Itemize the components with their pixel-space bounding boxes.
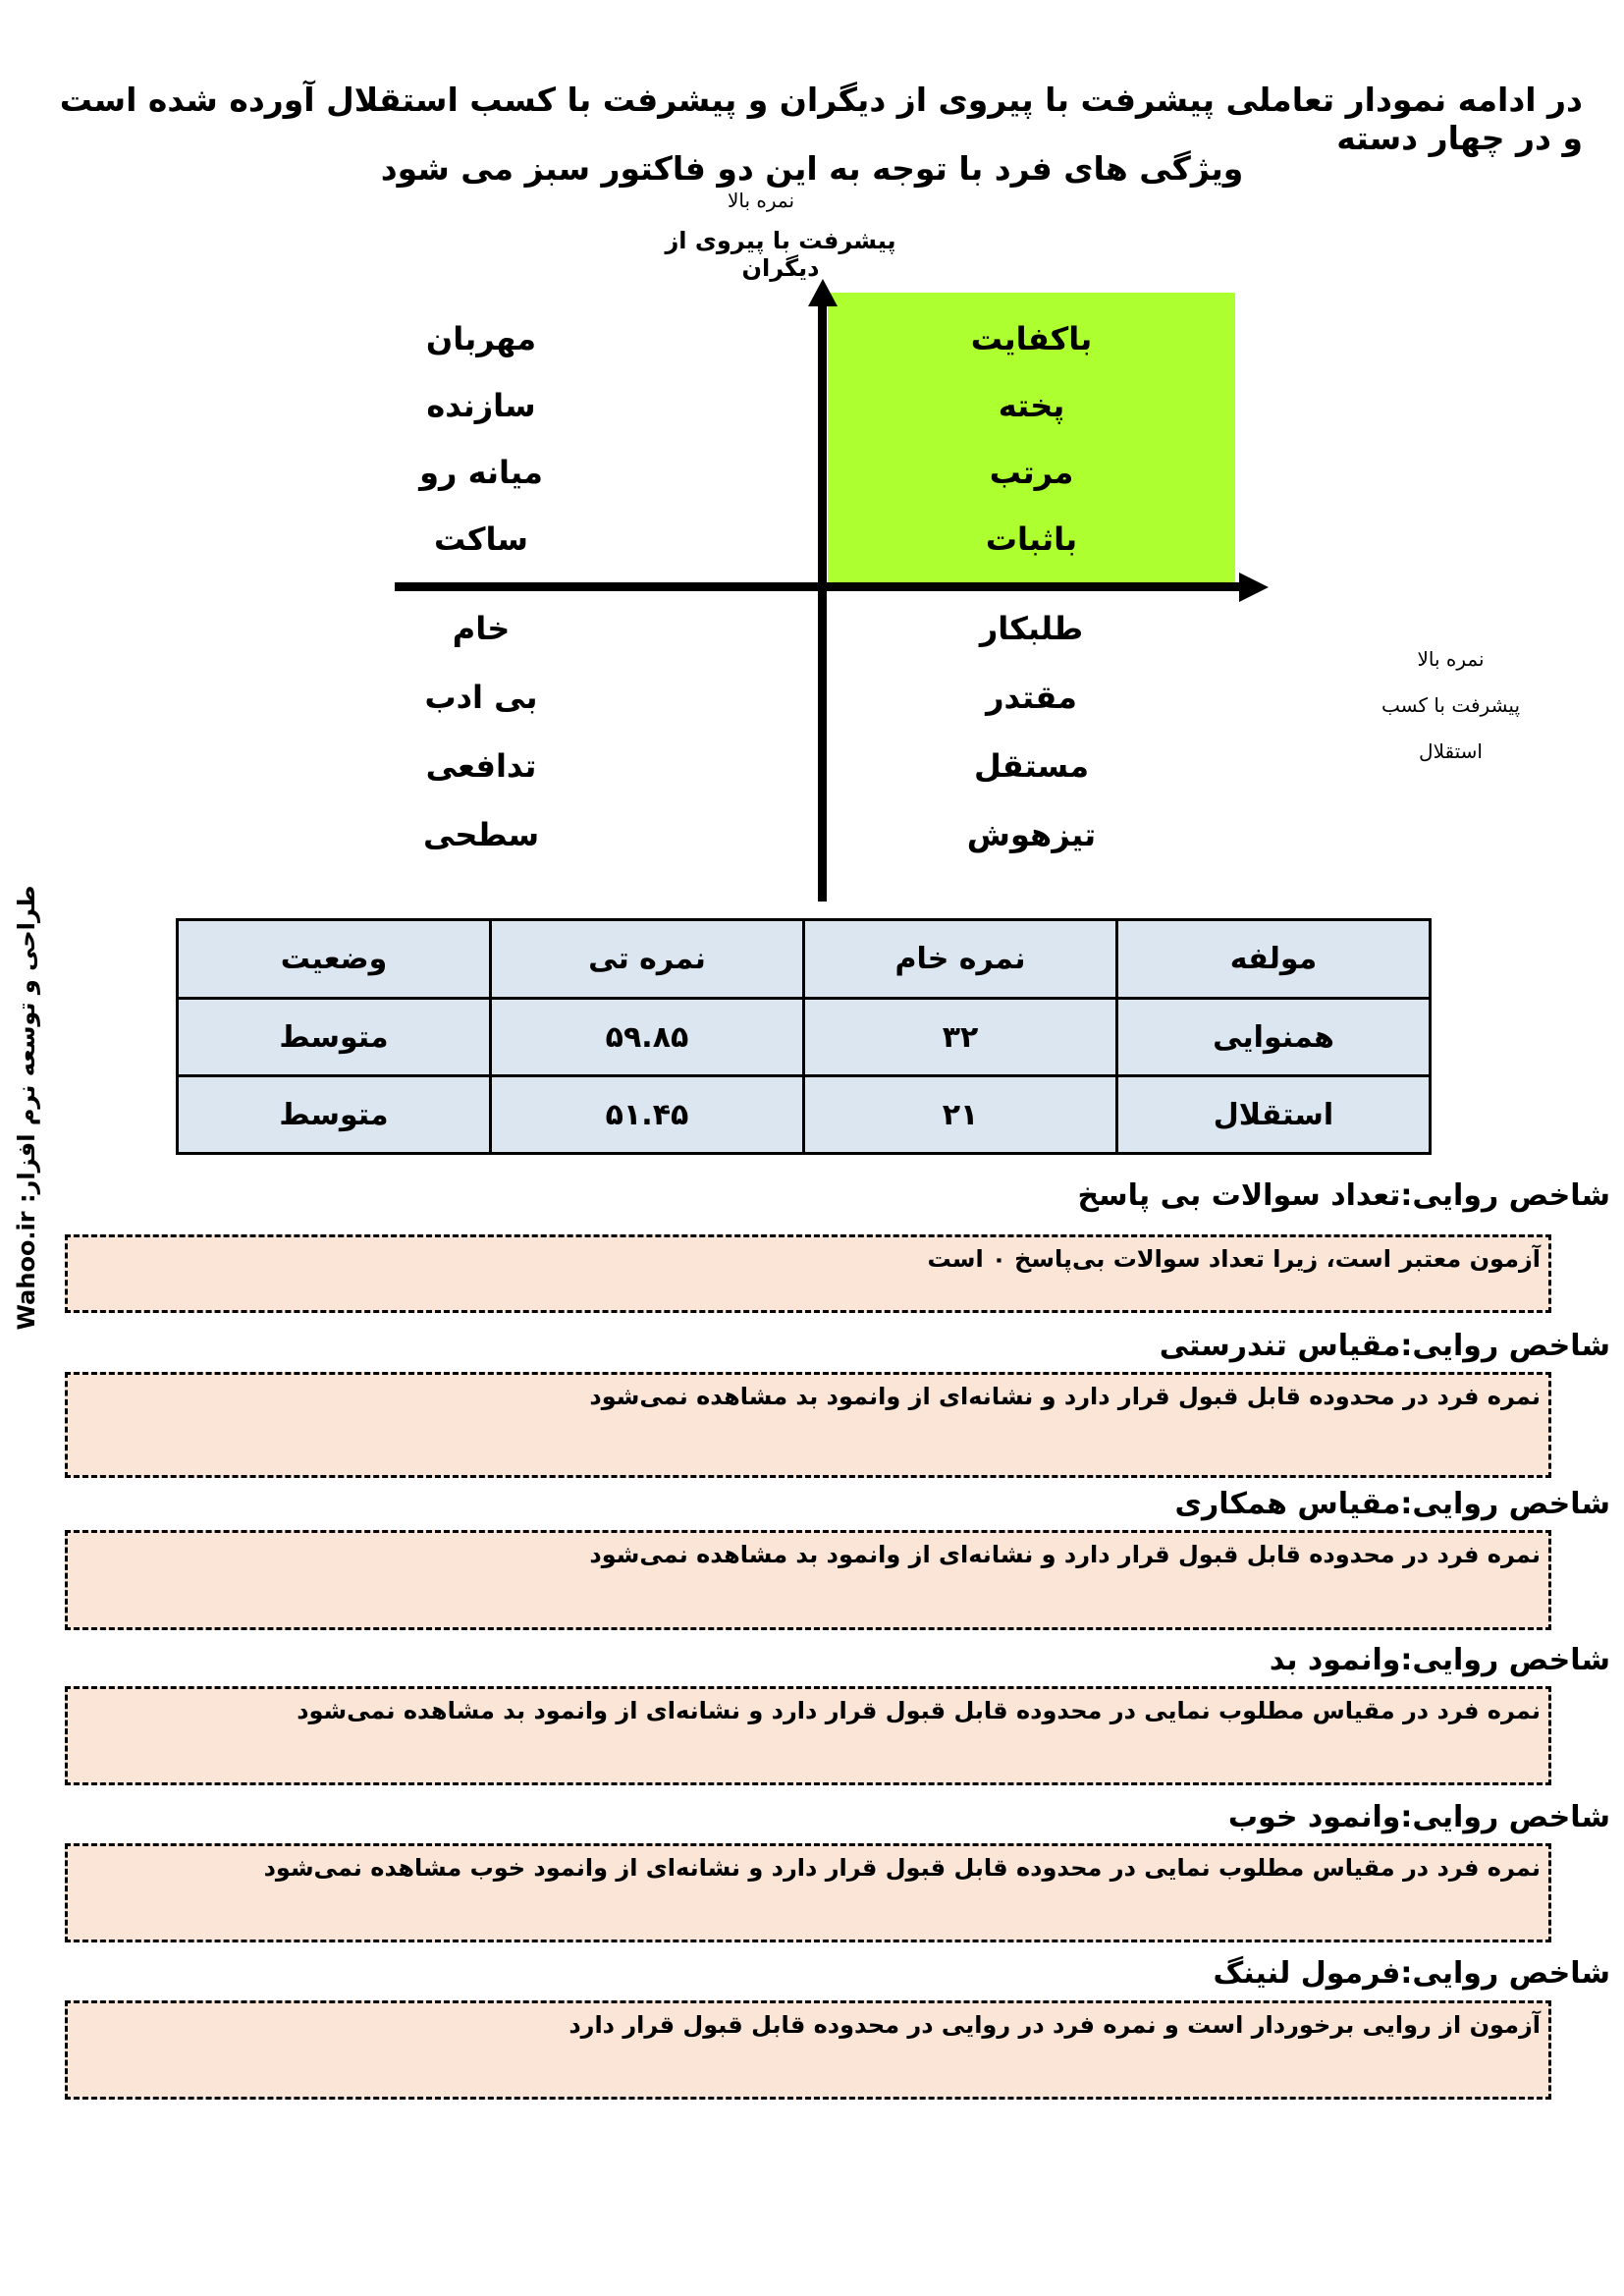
cell-component: همنوایی xyxy=(1117,999,1431,1076)
section-box-cooperation-scale: نمره فرد در محدوده قابل قبول قرار دارد و نشانه‌ای از وانمود بد مشاهده نمی‌شود xyxy=(65,1530,1551,1630)
x-axis-label-line: استقلال xyxy=(1419,739,1483,763)
quadrant-word: میانه رو xyxy=(419,454,543,491)
quadrant-word: تیزهوش xyxy=(966,816,1097,853)
intro-line-1: در ادامه نمودار تعاملی پیشرفت با پیروی از دیگران و پیشرفت با کسب استقلال آورده شده است و در چهار دسته xyxy=(59,81,1583,157)
table-row xyxy=(178,999,1431,1076)
quadrant-word: باثبات xyxy=(985,520,1078,558)
y-axis-score-label: نمره بالا xyxy=(727,189,795,212)
quadrant-word: مستقل xyxy=(973,747,1090,785)
quadrant-top-right xyxy=(828,305,1235,573)
x-axis-arrowhead-icon xyxy=(1239,573,1269,602)
section-box-unanswered-questions: آزمون معتبر است، زیرا تعداد سوالات بی‌پاسخ ۰ است xyxy=(65,1234,1551,1313)
quadrant-word: سطحی xyxy=(422,816,540,853)
column-header-component: مولفه xyxy=(1117,920,1431,999)
section-title-unanswered-questions: شاخص روایی:تعداد سوالات بی پاسخ xyxy=(1077,1178,1610,1213)
cell-raw-score: ۲۱ xyxy=(804,1076,1117,1154)
cell-t-score: ۵۹.۸۵ xyxy=(491,999,804,1076)
quadrant-word: تدافعی xyxy=(425,747,537,785)
section-title-lanning-formula: شاخص روایی:فرمول لنینگ xyxy=(1213,1956,1610,1991)
developer-credit: طراحی و توسعه نرم افزار: Wahoo.ir xyxy=(13,885,40,1331)
section-box-faking-bad: نمره فرد در مقیاس مطلوب نمایی در محدوده قابل قبول قرار دارد و نشانه‌ای از وانمود بد مشاهده نمی‌شود xyxy=(65,1686,1551,1785)
section-box-faking-good: نمره فرد در مقیاس مطلوب نمایی در محدوده قابل قبول قرار دارد و نشانه‌ای از وانمود خوب مشاهده نمی‌شود xyxy=(65,1843,1551,1942)
x-axis-label-line: پیشرفت با کسب xyxy=(1380,693,1521,717)
quadrant-word: پخته xyxy=(998,387,1065,424)
cell-t-score: ۵۱.۴۵ xyxy=(491,1076,804,1154)
quadrant-word: بی ادب xyxy=(424,679,538,716)
quadrant-word: باکفایت xyxy=(970,320,1093,357)
section-title-faking-bad: شاخص روایی:وانمود بد xyxy=(1269,1643,1610,1677)
y-axis-title: پیشرفت با پیروی از دیگران xyxy=(665,227,896,282)
column-header-t-score: نمره تی xyxy=(491,920,804,999)
section-box-health-scale: نمره فرد در محدوده قابل قبول قرار دارد و نشانه‌ای از وانمود بد مشاهده نمی‌شود xyxy=(65,1372,1551,1478)
quadrant-word: مهربان xyxy=(425,320,537,357)
quadrant-word: خام xyxy=(452,610,511,647)
section-box-lanning-formula: آزمون از روایی برخوردار است و نمره فرد در روایی در محدوده قابل قبول قرار دارد xyxy=(65,2000,1551,2100)
quadrant-word: ساکت xyxy=(434,520,528,558)
x-axis-label-line: نمره بالا xyxy=(1417,647,1485,671)
quadrant-word: طلبکار xyxy=(979,610,1084,647)
section-title-health-scale: شاخص روایی:مقیاس تندرستی xyxy=(1159,1329,1610,1363)
quadrant-top-left xyxy=(368,305,594,573)
quadrant-word: مرتب xyxy=(989,454,1074,491)
column-header-raw-score: نمره خام xyxy=(804,920,1117,999)
cell-raw-score: ۳۲ xyxy=(804,999,1117,1076)
quadrant-word: سازنده xyxy=(426,387,536,424)
intro-line-2: ویژگی های فرد با توجه به این دو فاکتور سبز می شود xyxy=(380,149,1244,188)
cell-component: استقلال xyxy=(1117,1076,1431,1154)
section-title-cooperation-scale: شاخص روایی:مقیاس همکاری xyxy=(1174,1487,1610,1521)
x-axis-label xyxy=(1355,636,1546,775)
score-table xyxy=(176,918,1432,1155)
quadrant-bottom-left xyxy=(368,594,594,869)
quadrant-bottom-right xyxy=(828,594,1235,869)
cell-status: متوسط xyxy=(178,999,491,1076)
x-axis-line xyxy=(395,582,1241,591)
cell-status: متوسط xyxy=(178,1076,491,1154)
section-title-faking-good: شاخص روایی:وانمود خوب xyxy=(1227,1800,1610,1834)
y-axis-line xyxy=(818,297,827,902)
table-header-row xyxy=(178,920,1431,999)
column-header-status: وضعیت xyxy=(178,920,491,999)
y-axis-arrowhead-icon xyxy=(808,279,838,306)
table-row xyxy=(178,1076,1431,1154)
quadrant-word: مقتدر xyxy=(986,679,1077,716)
